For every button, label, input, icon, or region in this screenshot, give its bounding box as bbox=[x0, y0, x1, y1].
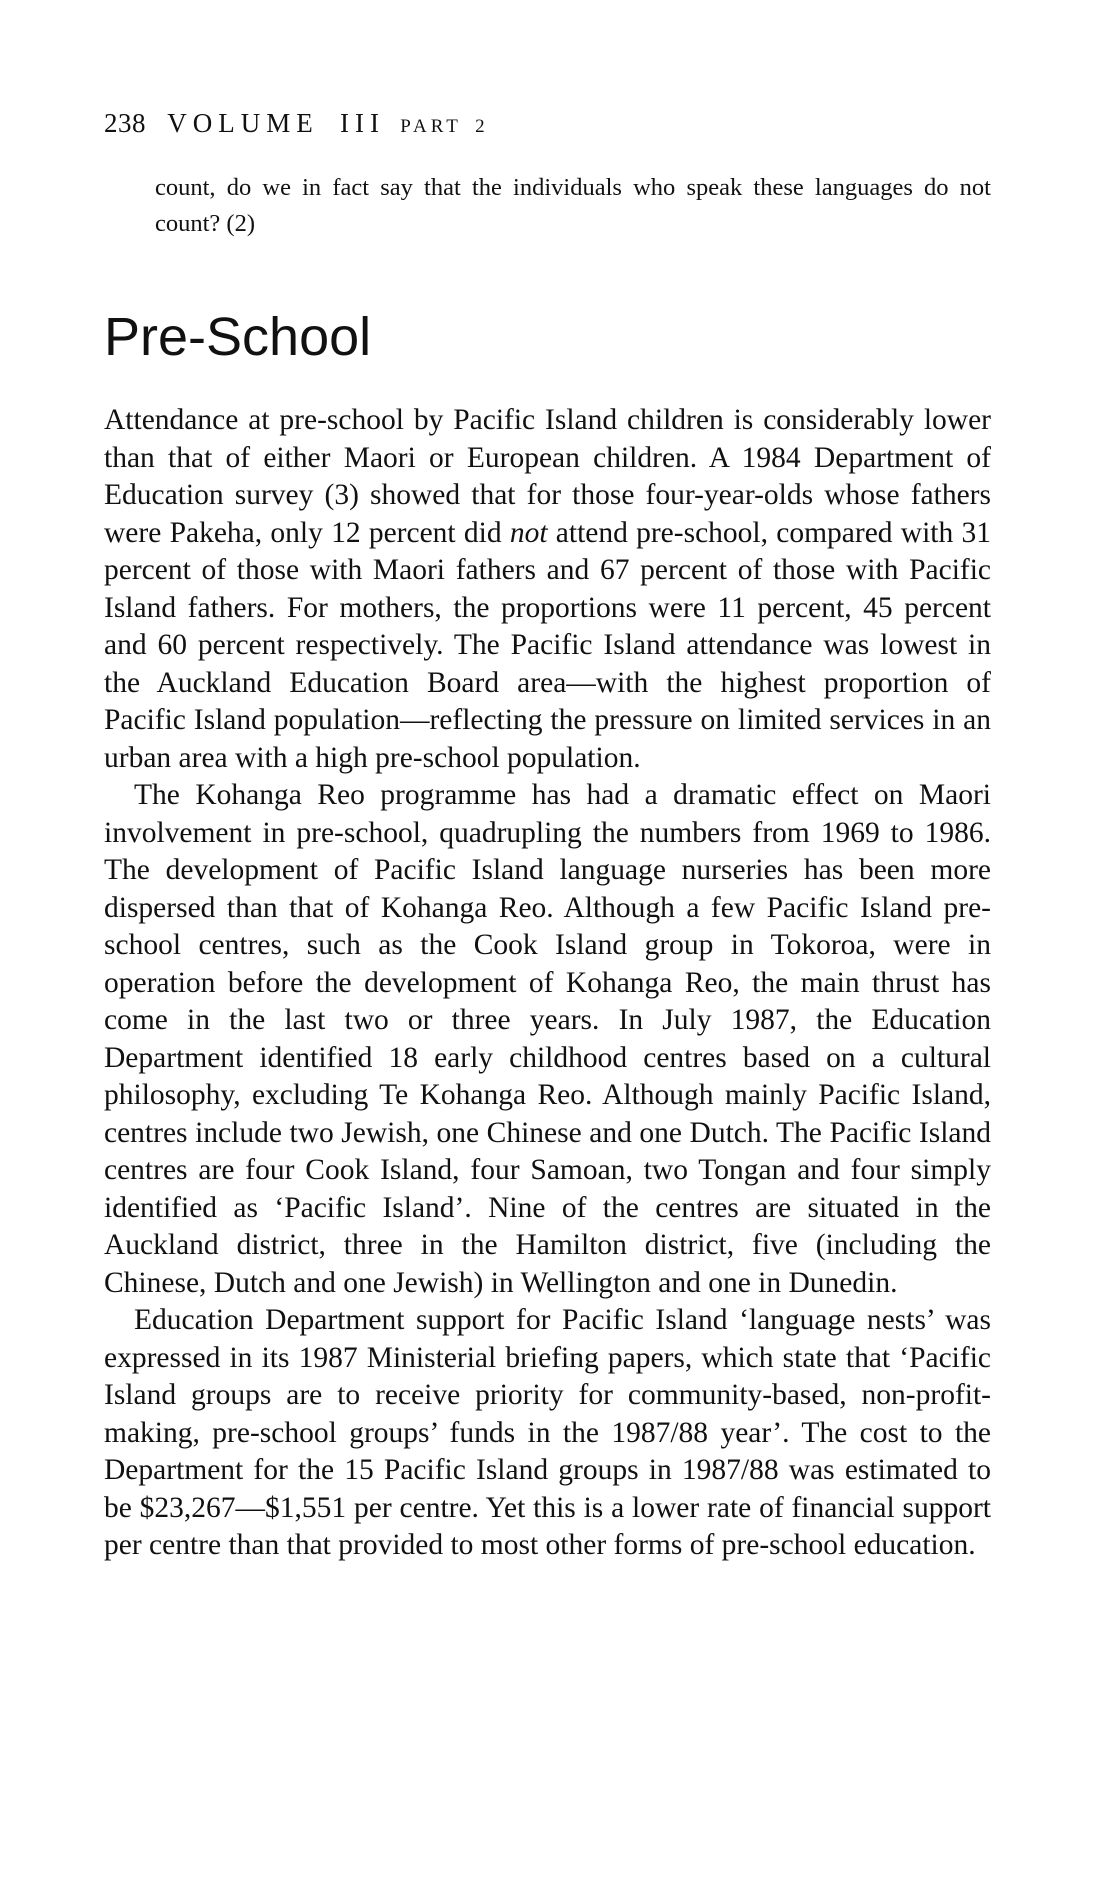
paragraph-1 bbox=[104, 402, 991, 777]
paragraph-3: Education Department support for Pacific Island ‘language nests’ was expressed in its 1987 Ministerial briefing papers, which state that ‘Pacific Island groups are to receive priority for community-based, non-profit-making, pre-school groups’ funds in the 1987/88 year’. The cost to the Department for the 15 Pacific Island groups in 1987/88 was estimated to be $23,267—$1,551 per centre. Yet this is a lower rate of financial support per centre than that provided to most other forms of pre-school education. bbox=[104, 1304, 991, 1561]
part-label: PART bbox=[400, 116, 462, 137]
paragraph-1-emphasis: not bbox=[509, 516, 548, 549]
carryover-quote bbox=[155, 170, 991, 242]
paragraph-2: The Kohanga Reo programme has had a dramatic effect on Maori involvement in pre-school, quadrupling the numbers from 1969 to 1986. The development of Pacific Island language nurseries has been more dispersed than that of Kohanga Reo. Although a few Pacific Island pre-school centres, such as the Cook Island group in Tokoroa, were in operation before the development of Kohanga Reo, the main thrust has come in the last two or three years. In July 1987, the Education Department identified 18 early childhood centres based on a cultural philosophy, excluding Te Kohanga Reo. Although mainly Pacific Island, centres include two Jewish, one Chinese and one Dutch. The Pacific Island centres are four Cook Island, four Samoan, two Tongan and four simply identified as ‘Pacific Island’. Nine of the centres are situated in the Auckland district, three in the Hamilton district, five (including the Chinese, Dutch and one Jewish) in Wellington and one in Dunedin. bbox=[104, 779, 991, 1299]
paragraph-1-text-a: Attendance at pre-school by Pacific Island children is considerably lower than that of either Maori or European children. A 1984 Department of Education survey (3) showed that for those four-year-olds whose fathers were Pakeha, only 12 percent did bbox=[104, 404, 991, 549]
paragraph-1-text-b: attend pre-school, compared with 31 percent of those with Maori fathers and 67 percent of those with Pacific Island fathers. For mothers, the proportions were 11 percent, 45 percent and 60 percent respectively. The Pacific Island attendance was lowest in the Auckland Education Board area—with the highest proportion of Pacific Island population—reflecting the pressure on limited services in an urban area with a high pre-school population. bbox=[104, 516, 991, 774]
part-number: 2 bbox=[475, 116, 486, 137]
running-head bbox=[104, 108, 485, 139]
section-title: Pre-School bbox=[104, 307, 372, 367]
carryover-text: count, do we in fact say that the individuals who speak these languages do not count? (2) bbox=[155, 174, 991, 237]
volume-label: VOLUME bbox=[167, 108, 319, 138]
page-number: 238 bbox=[104, 108, 146, 138]
volume-number: III bbox=[340, 108, 385, 138]
body-text bbox=[104, 402, 991, 1565]
